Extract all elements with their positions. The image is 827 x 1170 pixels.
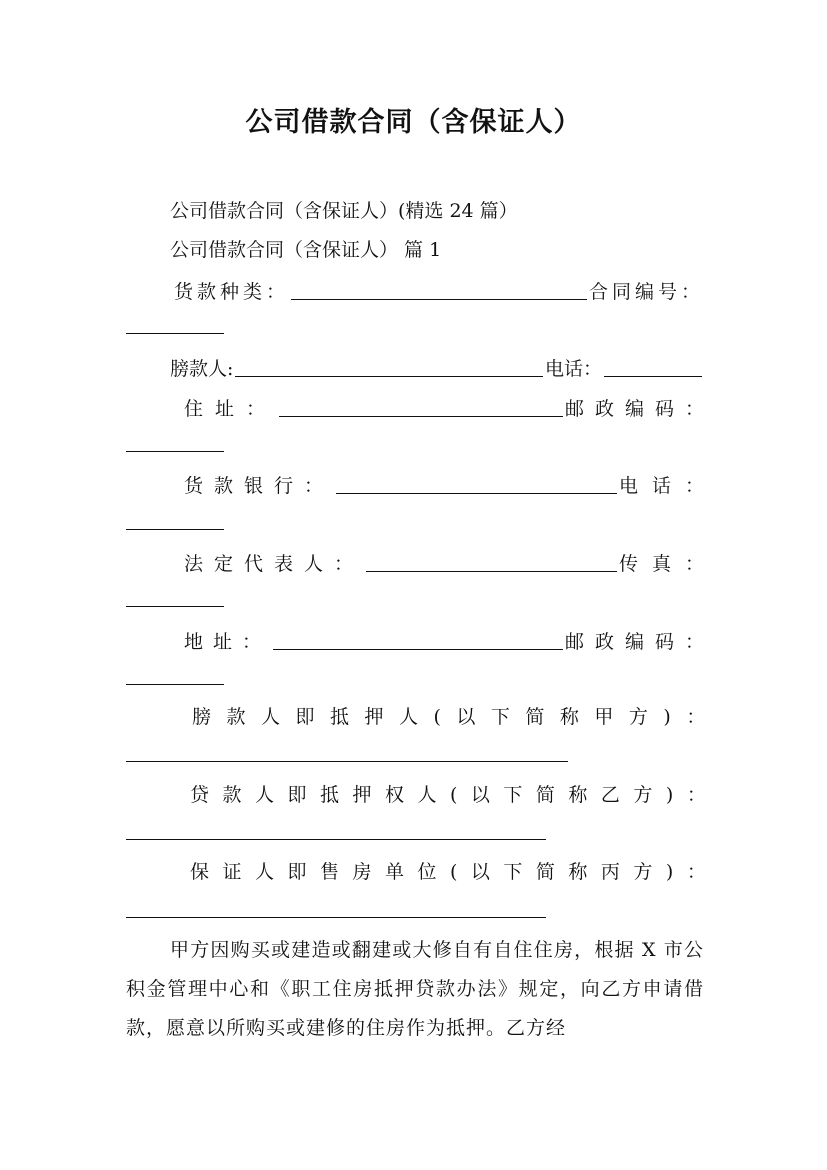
loan-type-label: 货款种类： xyxy=(174,281,290,303)
loan-type-row xyxy=(126,278,704,304)
address-row xyxy=(126,395,715,421)
lender-bank-row xyxy=(126,472,718,498)
party-b-label: 贷款人即抵押权人(以下简称乙方)： xyxy=(190,784,720,806)
lender-bank-blank[interactable] xyxy=(336,492,617,494)
loan-type-blank[interactable] xyxy=(291,298,587,300)
lender-address-blank[interactable] xyxy=(273,648,563,650)
postcode-blank[interactable] xyxy=(126,450,224,452)
legal-rep-row xyxy=(126,550,718,576)
lender-phone-label: 电话： xyxy=(618,475,718,497)
party-c-label: 保证人即售房单位(以下简称丙方)： xyxy=(190,861,720,883)
contract-no-label: 合同编号： xyxy=(588,281,704,303)
borrower-label: 膀款人: xyxy=(170,358,234,380)
body-paragraph: 甲方因购买或建造或翻建或大修自有自住住房，根据 X 市公积金管理中心和《职工住房抵押贷款办法》规定，向乙方申请借款，愿意以所购买或建修的住房作为抵押。乙方经 xyxy=(126,939,704,1039)
borrower-phone-label: 电话： xyxy=(544,358,602,380)
party-c-blank[interactable] xyxy=(126,916,546,918)
borrower-phone-blank[interactable] xyxy=(604,375,702,377)
lender-address-row xyxy=(126,628,715,654)
document-title: 公司借款合同（含保证人） xyxy=(245,107,582,138)
party-a-blank[interactable] xyxy=(126,760,568,762)
contract-no-blank[interactable] xyxy=(126,332,224,334)
fax-blank[interactable] xyxy=(126,605,224,607)
address-label: 住址： xyxy=(184,398,278,420)
lender-bank-label: 货款银行： xyxy=(184,475,335,497)
lender-postcode-blank[interactable] xyxy=(126,683,224,685)
lender-phone-blank[interactable] xyxy=(126,528,224,530)
party-a-label: 膀款人即抵押人(以下简称甲方)： xyxy=(192,706,721,728)
lender-postcode-label: 邮政编码： xyxy=(564,631,715,653)
party-b-blank[interactable] xyxy=(126,838,546,840)
borrower-row xyxy=(126,355,704,381)
postcode-label: 邮政编码： xyxy=(564,398,715,420)
document-subtitle: 公司借款合同（含保证人）(精选 24 篇） xyxy=(170,200,518,222)
legal-rep-label: 法定代表人： xyxy=(184,553,365,575)
section-heading: 公司借款合同（含保证人） 篇 1 xyxy=(170,239,442,261)
borrower-blank[interactable] xyxy=(235,375,543,377)
lender-address-label: 地址： xyxy=(184,631,272,653)
address-blank[interactable] xyxy=(279,415,563,417)
fax-label: 传真： xyxy=(618,553,718,575)
legal-rep-blank[interactable] xyxy=(366,570,617,572)
